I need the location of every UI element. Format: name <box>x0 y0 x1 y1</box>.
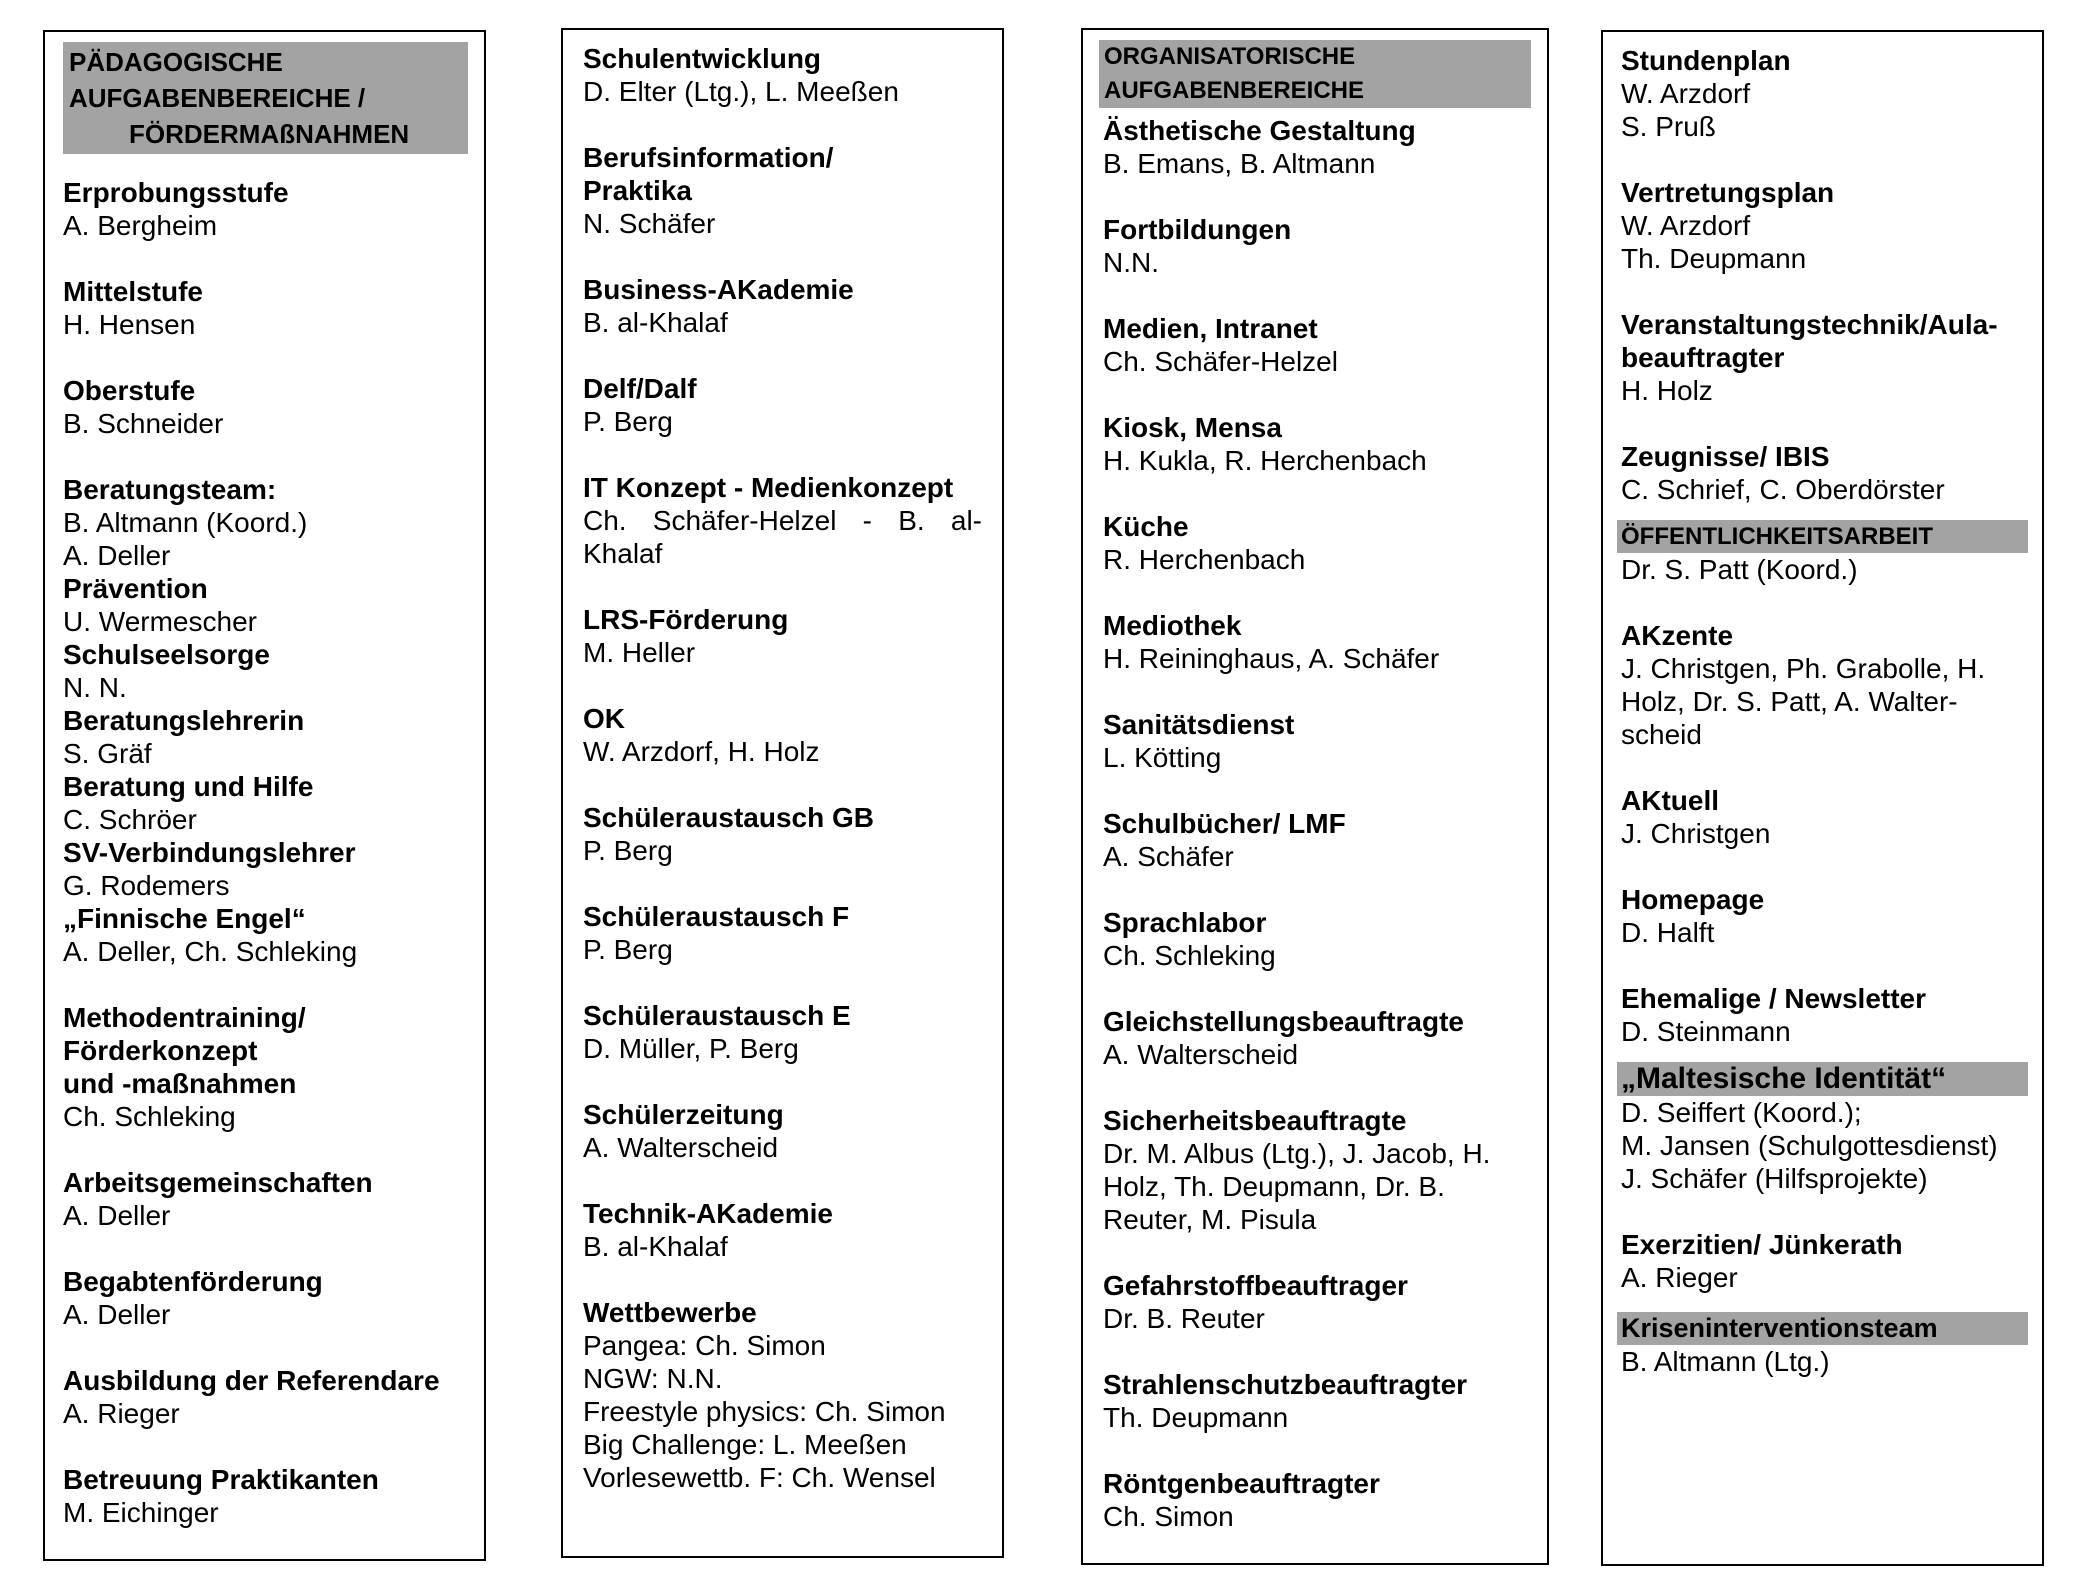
entry <box>1621 982 2028 1048</box>
entry-title: Zeugnisse/ IBIS <box>1621 441 1830 472</box>
entry <box>63 374 468 440</box>
entry-title: Erprobungsstufe <box>63 177 289 208</box>
entry-people: Ch. Simon <box>1103 1501 1234 1532</box>
entry-title: Medien, Intranet <box>1103 313 1318 344</box>
entry <box>1103 906 1531 972</box>
entry <box>63 176 468 242</box>
entry-title: Schulentwicklung <box>583 43 822 74</box>
column-planung-oeffentlichkeit <box>1601 30 2044 1566</box>
entry <box>583 1197 982 1263</box>
entry-title: Exerzitien/ Jünkerath <box>1621 1229 1903 1260</box>
entry-people: M. Eichinger <box>63 1497 219 1528</box>
entry <box>1103 213 1531 279</box>
section-header-paedagogisch <box>63 42 468 154</box>
entry-title: Ästhetische Gestaltung <box>1103 115 1416 146</box>
entry <box>63 770 468 836</box>
entry <box>583 471 982 570</box>
entry-title: Fortbildungen <box>1103 214 1292 245</box>
entry <box>63 1265 468 1331</box>
entry <box>1621 176 2028 275</box>
entry-people: J. Christgen <box>1621 818 1771 849</box>
entry-title: Küche <box>1103 511 1189 542</box>
entry-people: N. N. <box>63 672 127 703</box>
entry-people: A. Bergheim <box>63 210 218 241</box>
entry <box>1103 114 1531 180</box>
entry-title: Beratung und Hilfe <box>63 771 314 802</box>
entry-title: Beratungsteam: <box>63 474 277 505</box>
entry-people: A. Deller <box>63 1299 171 1330</box>
entry <box>1621 883 2028 949</box>
entry-title: Veranstaltungstechnik/Aula- beauftragter <box>1621 309 1998 373</box>
entry-people: H. Kukla, R. Herchenbach <box>1103 445 1427 476</box>
entry-title: Prävention <box>63 573 208 604</box>
entry <box>63 1463 468 1529</box>
entry-title: IT Konzept - Medienkonzept <box>583 472 954 503</box>
entry <box>583 1296 982 1494</box>
entry <box>1621 1228 2028 1294</box>
entry-people: U. Wermescher <box>63 606 257 637</box>
entry <box>1621 308 2028 407</box>
entry <box>1103 510 1531 576</box>
entry-title: Sprachlabor <box>1103 907 1267 938</box>
column-schulentwicklung <box>561 28 1004 1558</box>
section-header-oeffentlichkeitsarbeit: ÖFFENTLICHKEITSARBEIT <box>1617 520 2028 553</box>
entry-title: Arbeitsgemeinschaften <box>63 1167 373 1198</box>
entry-title: Ausbildung der Referendare <box>63 1365 440 1396</box>
entry-title: Schülerzeitung <box>583 1099 784 1130</box>
entry-title: Kiosk, Mensa <box>1103 412 1282 443</box>
entry-people: N. Schäfer <box>583 208 716 239</box>
entry-people: R. Herchenbach <box>1103 544 1306 575</box>
entry-people: S. Gräf <box>63 738 152 769</box>
entry-title: „Finnische Engel“ <box>63 903 306 934</box>
entry-people: C. Schrief, C. Oberdörster <box>1621 474 1945 505</box>
entry-title: Röntgenbeauftragter <box>1103 1468 1380 1499</box>
header-line: AUFGABENBEREICHE / <box>69 83 366 113</box>
entry <box>583 900 982 966</box>
entry <box>583 372 982 438</box>
header-line: PÄDAGOGISCHE <box>69 47 283 77</box>
column-organisatorisch <box>1081 28 1549 1565</box>
section-header-maltesische-identitaet: „Maltesische Identität“ <box>1617 1062 2028 1096</box>
entry-people: M. Heller <box>583 637 696 668</box>
entry <box>1621 440 2028 506</box>
header-line: FÖRDERMAßNAHMEN <box>129 119 410 149</box>
section-coordinator: Dr. S. Patt (Koord.) <box>1621 554 1858 585</box>
entry-title: Sanitätsdienst <box>1103 709 1295 740</box>
entry-people: A. Deller, Ch. Schleking <box>63 936 358 967</box>
entry <box>1103 1269 1531 1335</box>
entry-title: AKtuell <box>1621 785 1719 816</box>
entry-title: Strahlenschutzbeauftragter <box>1103 1369 1468 1400</box>
entry-people: Ch. Schäfer-Helzel <box>1103 346 1338 377</box>
entry-title: Gleichstellungsbeauftragte <box>1103 1006 1464 1037</box>
entry-people: A. Rieger <box>1621 1262 1738 1293</box>
entry-people: A. Deller <box>63 1200 171 1231</box>
entry-people: A. Rieger <box>63 1398 180 1429</box>
entry-people: B. al-Khalaf <box>583 1231 728 1262</box>
entry <box>63 1166 468 1232</box>
entry-title: SV-Verbindungslehrer <box>63 837 356 868</box>
entry <box>63 704 468 770</box>
entry-title: Technik-AKademie <box>583 1198 833 1229</box>
entry <box>63 902 468 968</box>
entry <box>1103 1368 1531 1434</box>
entry-people: Ch. Schleking <box>63 1101 236 1132</box>
entry-title: Schulseelsorge <box>63 639 270 670</box>
entry <box>1103 312 1531 378</box>
entry <box>1103 1104 1531 1236</box>
entry-title: Vertretungsplan <box>1621 177 1835 208</box>
entry-title: Beratungslehrerin <box>63 705 305 736</box>
entry-title: Mediothek <box>1103 610 1242 641</box>
entry-title: Sicherheitsbeauftragte <box>1103 1105 1407 1136</box>
entry <box>583 42 982 108</box>
entry-people: C. Schröer <box>63 804 197 835</box>
entry <box>1103 411 1531 477</box>
entry-people: D. Halft <box>1621 917 1715 948</box>
entry <box>583 603 982 669</box>
section-header-kriseninterventionsteam: Kriseninterventionsteam <box>1617 1312 2028 1345</box>
entry-people: B. Emans, B. Altmann <box>1103 148 1376 179</box>
entry <box>63 1364 468 1430</box>
header-line: ORGANISATORISCHE <box>1104 43 1356 70</box>
entry <box>63 473 468 572</box>
entry-people: W. Arzdorf S. Pruß <box>1621 78 1751 142</box>
entry-people: Dr. M. Albus (Ltg.), J. Jacob, H. Holz, Th. Deupmann, Dr. B. Reuter, M. Pisula <box>1103 1138 1491 1235</box>
entry <box>583 273 982 339</box>
entry-title: AKzente <box>1621 620 1734 651</box>
entry-people: Pangea: Ch. Simon NGW: N.N. Freestyle physics: Ch. Simon Big Challenge: L. Meeßen Vorlesewettb. F: Ch. Wensel <box>583 1330 946 1493</box>
entry <box>1621 619 2028 751</box>
entry-title: Delf/Dalf <box>583 373 697 404</box>
entry <box>583 999 982 1065</box>
entry-people: P. Berg <box>583 934 673 965</box>
column-paedagogisch <box>43 30 486 1561</box>
entry <box>63 572 468 638</box>
entry <box>583 702 982 768</box>
entry-title: Schüleraustausch E <box>583 1000 851 1031</box>
entry-people: A. Walterscheid <box>583 1132 779 1163</box>
entry <box>583 141 982 240</box>
entry-title: Methodentraining/ Förderkonzept und -maßnahmen <box>63 1002 306 1099</box>
entry <box>1621 784 2028 850</box>
entry <box>1103 1005 1531 1071</box>
entry-people: Ch. Schäfer-Helzel - B. al-Khalaf <box>583 505 982 569</box>
entry-people: B. al-Khalaf <box>583 307 728 338</box>
entry <box>1103 708 1531 774</box>
entry-people: D. Seiffert (Koord.); M. Jansen (Schulgottesdienst) J. Schäfer (Hilfsprojekte) <box>1621 1097 1998 1194</box>
entry <box>63 275 468 341</box>
entry <box>1103 1467 1531 1533</box>
entry-title: Schüleraustausch GB <box>583 802 874 833</box>
entry-people: B. Altmann (Koord.) A. Deller <box>63 507 308 571</box>
entry <box>1103 807 1531 873</box>
entry-title: Betreuung Praktikanten <box>63 1464 379 1495</box>
entry-people: W. Arzdorf, H. Holz <box>583 736 820 767</box>
header-line: AUFGABENBEREICHE <box>1104 77 1365 104</box>
entry-people: A. Schäfer <box>1103 841 1234 872</box>
entry-people: P. Berg <box>583 406 673 437</box>
entry-people: B. Schneider <box>63 408 224 439</box>
entry-title: Business-AKademie <box>583 274 854 305</box>
entry-people: D. Elter (Ltg.), L. Meeßen <box>583 76 899 107</box>
entry-people: H. Reininghaus, A. Schäfer <box>1103 643 1440 674</box>
entry-people: D. Steinmann <box>1621 1016 1791 1047</box>
entry-title: Schulbücher/ LMF <box>1103 808 1346 839</box>
entry-title: OK <box>583 703 625 734</box>
entry-people: W. Arzdorf Th. Deupmann <box>1621 210 1807 274</box>
entry-title: Wettbewerbe <box>583 1297 757 1328</box>
entry <box>63 836 468 902</box>
entry-people: G. Rodemers <box>63 870 230 901</box>
entry-title: LRS-Förderung <box>583 604 789 635</box>
entry <box>63 1001 468 1133</box>
entry-title: Berufsinformation/ Praktika <box>583 142 834 206</box>
entry-people: B. Altmann (Ltg.) <box>1621 1346 1830 1377</box>
entry-title: Gefahrstoffbeauftrager <box>1103 1270 1408 1301</box>
entry-people: L. Kötting <box>1103 742 1222 773</box>
entry-title: Oberstufe <box>63 375 196 406</box>
entry-people: Dr. B. Reuter <box>1103 1303 1265 1334</box>
entry <box>583 1098 982 1164</box>
entry-people: J. Christgen, Ph. Grabolle, H. Holz, Dr. S. Patt, A. Walter- scheid <box>1621 653 1986 750</box>
entry-people: P. Berg <box>583 835 673 866</box>
entry <box>1621 44 2028 143</box>
entry-title: Stundenplan <box>1621 45 1791 76</box>
entry-people: N.N. <box>1103 247 1159 278</box>
entry-title: Ehemalige / Newsletter <box>1621 983 1927 1014</box>
entry-people: Th. Deupmann <box>1103 1402 1289 1433</box>
entry-people: H. Hensen <box>63 309 196 340</box>
entry-people: Ch. Schleking <box>1103 940 1276 971</box>
entry-title: Homepage <box>1621 884 1765 915</box>
section-header-organisatorisch <box>1099 40 1531 108</box>
entry-people: A. Walterscheid <box>1103 1039 1299 1070</box>
entry-people: H. Holz <box>1621 375 1713 406</box>
entry <box>583 801 982 867</box>
entry-title: Schüleraustausch F <box>583 901 850 932</box>
entry <box>1103 609 1531 675</box>
entry-title: Mittelstufe <box>63 276 203 307</box>
entry <box>63 638 468 704</box>
entry-title: Begabtenförderung <box>63 1266 323 1297</box>
entry-people: D. Müller, P. Berg <box>583 1033 799 1064</box>
